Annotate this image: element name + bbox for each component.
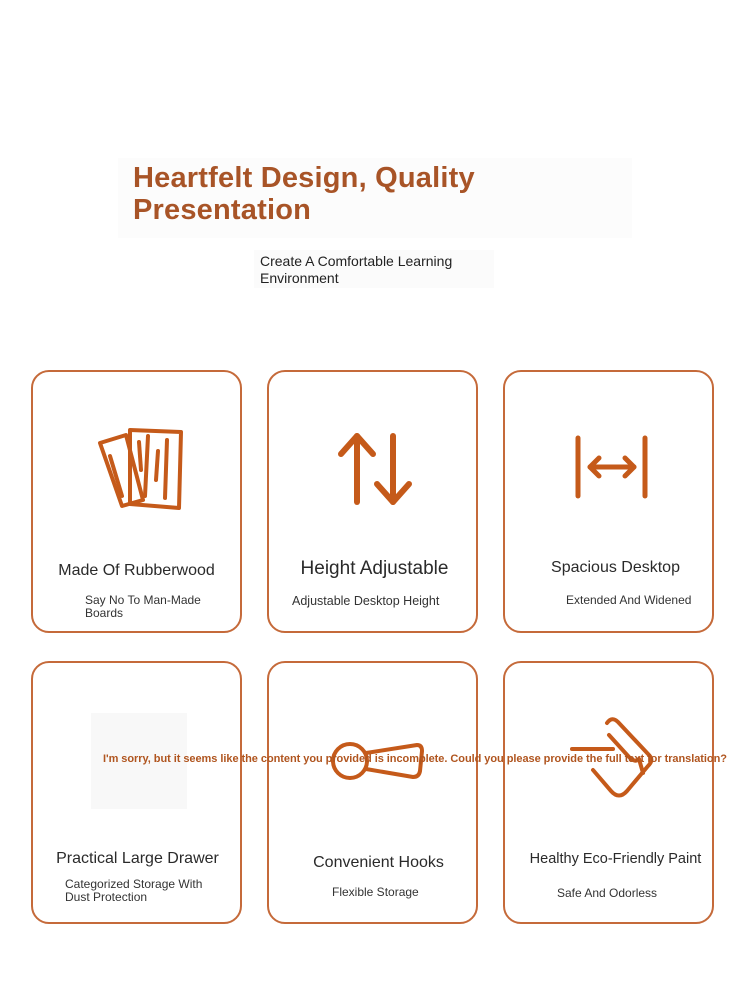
up-down-arrows-icon [335,430,415,508]
width-arrows-icon [572,434,652,500]
page-title: Heartfelt Design, Quality Presentation [133,162,475,226]
feature-subtitle: Extended And Widened [566,593,692,607]
feature-subtitle: Categorized Storage With Dust Protection [65,877,203,904]
feature-subtitle: Say No To Man-Made Boards [85,593,201,620]
feature-title: Convenient Hooks [313,854,444,871]
feature-title: Made Of Rubberwood [58,562,215,579]
feature-card-hooks [267,661,478,924]
feature-title: Spacious Desktop [551,559,680,576]
overlay-message: I'm sorry, but it seems like the content you provided is incomplete. Could you please provide the full text for translation? [103,753,727,765]
feature-subtitle: Safe And Odorless [557,886,658,900]
feature-card-paint [503,661,714,924]
feature-subtitle: Flexible Storage [332,885,419,899]
headline-block [118,158,632,238]
feature-title: Healthy Eco-Friendly Paint [529,851,702,867]
feature-subtitle: Adjustable Desktop Height [292,594,440,608]
feature-title: Height Adjustable [300,558,449,579]
feature-card-height [267,370,478,633]
feature-card-drawer [31,661,242,924]
feature-card-spacious [503,370,714,633]
wood-planks-icon [95,426,187,510]
page-subtitle: Create A Comfortable Learning Environment [260,253,453,286]
feature-card-rubberwood [31,370,242,633]
feature-title: Practical Large Drawer [56,850,219,867]
subtitle-block [254,250,494,288]
